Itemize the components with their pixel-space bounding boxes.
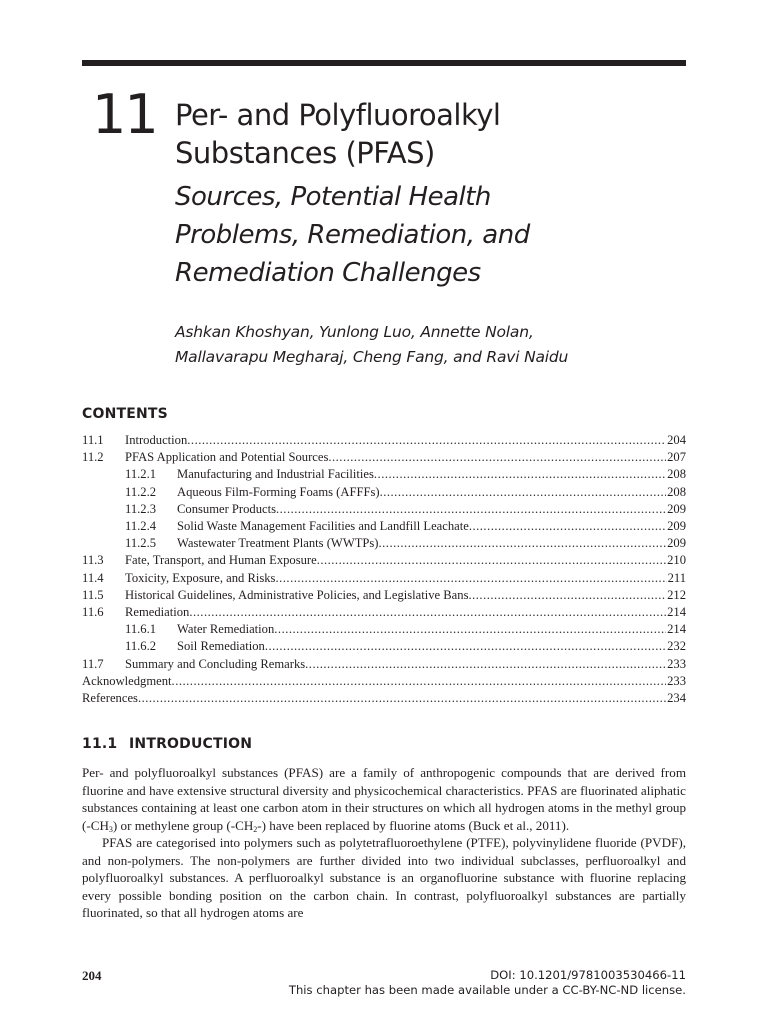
toc-entry-page: 212 <box>667 587 686 602</box>
toc-leader-dots <box>276 501 666 518</box>
toc-entry-title: Aqueous Film-Forming Foams (AFFFs) <box>177 484 380 499</box>
toc-entry[interactable] <box>82 638 686 655</box>
toc-entry[interactable] <box>82 466 686 483</box>
toc-entry[interactable] <box>82 449 686 466</box>
toc-entry-page: 233 <box>667 656 686 671</box>
toc-leader-dots <box>265 638 666 655</box>
toc-entry-title: Water Remediation <box>177 622 275 637</box>
toc-entry-title: PFAS Application and Potential Sources <box>125 450 329 465</box>
toc-entry-number: 11.2.5 <box>125 536 157 551</box>
toc-entry-page: 234 <box>667 691 686 706</box>
toc-entry-page: 211 <box>667 570 686 585</box>
chapter-title-line-1: Per- and Polyfluoroalkyl <box>175 98 501 132</box>
toc-entry-number: 11.2.1 <box>125 467 157 482</box>
toc-entry-page: 209 <box>667 501 686 516</box>
toc-entry[interactable] <box>82 535 686 552</box>
toc-entry[interactable] <box>82 484 686 501</box>
toc-entry-page: 208 <box>667 467 686 482</box>
toc-entry-number: 11.5 <box>82 587 104 602</box>
toc-entry[interactable] <box>82 656 686 673</box>
toc-entry-title: Introduction <box>125 433 188 447</box>
toc-entry-number: 11.2.2 <box>125 484 157 499</box>
toc-entry-title: Summary and Concluding Remarks <box>125 656 306 671</box>
authors-line-1: Ashkan Khoshyan, Yunlong Luo, Annette Nolan, <box>175 323 534 341</box>
toc-leader-dots <box>317 552 666 569</box>
toc-entry-title: Historical Guidelines, Administrative Policies, and Legislative Bans <box>125 587 469 602</box>
toc-leader-dots <box>189 604 666 621</box>
paragraph-1 <box>82 764 686 834</box>
chapter-subtitle-line-1: Sources, Potential Health <box>175 182 491 212</box>
authors-line-2: Mallavarapu Megharaj, Cheng Fang, and Ravi Naidu <box>175 348 569 366</box>
toc-entry-number: 11.3 <box>82 553 104 568</box>
toc-leader-dots <box>379 535 667 552</box>
paragraph-1-text-c: -) have been replaced by fluorine atoms (Buck et al., 2011). <box>257 817 570 833</box>
chapter-title-block <box>175 96 695 292</box>
toc-entry-page: 208 <box>667 484 686 499</box>
subscript-ch3: 3 <box>108 824 113 834</box>
toc-entry-page: 210 <box>667 553 686 568</box>
toc-entry-page: 209 <box>667 536 686 551</box>
toc-entry-page: 232 <box>667 639 686 654</box>
toc-entry-page: 207 <box>667 450 686 465</box>
section-number: 11.1 <box>82 736 118 752</box>
toc-entry-page: 214 <box>667 622 686 637</box>
toc-leader-dots <box>187 432 666 449</box>
toc-leader-dots <box>328 449 666 466</box>
toc-entry-page: 204 <box>667 433 686 447</box>
section-title: INTRODUCTION <box>129 736 253 752</box>
toc-entry-title: Fate, Transport, and Human Exposure <box>125 553 317 568</box>
chapter-subtitle <box>175 178 695 292</box>
toc-entry-title: Acknowledgment <box>82 673 172 688</box>
toc-entry[interactable] <box>82 518 686 535</box>
toc-entry-title: Remediation <box>125 605 190 620</box>
toc-leader-dots <box>469 518 666 535</box>
contents-heading: CONTENTS <box>82 406 168 422</box>
toc-entry[interactable] <box>82 604 686 621</box>
toc-entry[interactable] <box>82 570 686 587</box>
toc-entry[interactable] <box>82 587 686 604</box>
paragraph-1-text-a: Per- and polyfluoroalkyl substances (PFAS) are a family of anthropogenic compounds that are derived from fluorine and have extensive structural diversity and physicochemical characteristics. PFAS are fluorinated aliphatic substances containing at least one carbon atom in their structures on which all hydrogen atoms in the methyl group (-CH <box>82 765 686 833</box>
toc-entry-title: Solid Waste Management Facilities and Landfill Leachate <box>177 519 469 534</box>
toc-entry-page: 214 <box>667 605 686 620</box>
toc-leader-dots <box>374 466 666 483</box>
section-body <box>82 764 686 922</box>
toc-entry-page: 209 <box>667 519 686 534</box>
toc-entry-title: References <box>82 691 138 706</box>
chapter-number: 11 <box>92 83 157 146</box>
toc-entry-number: 11.2 <box>82 450 104 465</box>
chapter-subtitle-line-3: Remediation Challenges <box>175 258 481 288</box>
toc-entry-title: Consumer Products <box>177 501 276 516</box>
toc-entry-number: 11.6.1 <box>125 622 157 637</box>
chapter-authors <box>175 320 695 370</box>
paragraph-1-text-b: ) or methylene group (-CH <box>112 817 254 833</box>
chapter-subtitle-line-2: Problems, Remediation, and <box>175 220 530 250</box>
toc-entry[interactable] <box>82 621 686 638</box>
toc-entry[interactable] <box>82 673 686 690</box>
paragraph-2: PFAS are categorised into polymers such as polytetrafluoroethylene (PTFE), polyvinylidene fluoride (PVDF), and non-polymers. The non-polymers are further divided into two individual subclasses, perfluoroalkyl and polyfluoroalkyl substances. A perfluoroalkyl substance is an organofluorine substance with fluorine replacing every possible bonding position on the carbon chain. In contrast, polyfluoroalkyl substances are partially fluorinated, so that all hydrogen atoms are <box>82 835 686 920</box>
chapter-top-rule <box>82 60 686 66</box>
toc-entry[interactable] <box>82 552 686 569</box>
toc-entry[interactable] <box>82 432 686 449</box>
toc-entry-page: 233 <box>667 673 686 688</box>
toc-entry-number: 11.6 <box>82 605 104 620</box>
toc-entry-number: 11.7 <box>82 656 104 671</box>
chapter-title <box>175 96 695 172</box>
toc-entry-title: Toxicity, Exposure, and Risks <box>125 570 276 585</box>
table-of-contents <box>82 432 686 707</box>
toc-entry-number: 11.2.4 <box>125 519 157 534</box>
chapter-title-line-2: Substances (PFAS) <box>175 136 435 170</box>
toc-leader-dots <box>305 656 666 673</box>
toc-entry-number: 11.6.2 <box>125 639 157 654</box>
toc-leader-dots <box>275 570 666 587</box>
toc-entry-title: Manufacturing and Industrial Facilities <box>177 467 374 482</box>
footer-license: This chapter has been made available under a CC-BY-NC-ND license. <box>288 983 686 997</box>
toc-leader-dots <box>468 587 666 604</box>
footer-doi: DOI: 10.1201/9781003530466-11 <box>490 968 686 982</box>
toc-entry-title: Soil Remediation <box>177 639 265 654</box>
section-heading <box>82 736 252 752</box>
subscript-ch2: 2 <box>253 824 258 834</box>
toc-entry-number: 11.1 <box>82 433 104 447</box>
toc-entry[interactable] <box>82 501 686 518</box>
toc-leader-dots <box>138 690 666 707</box>
toc-leader-dots <box>380 484 667 501</box>
footer-info <box>289 968 686 998</box>
footer-page-number: 204 <box>82 968 102 983</box>
toc-leader-dots <box>274 621 666 638</box>
toc-entry-number: 11.2.3 <box>125 501 157 516</box>
toc-entry-title: Wastewater Treatment Plants (WWTPs) <box>177 536 379 551</box>
toc-leader-dots <box>172 673 667 690</box>
toc-entry-number: 11.4 <box>82 570 104 585</box>
toc-entry[interactable] <box>82 690 686 707</box>
